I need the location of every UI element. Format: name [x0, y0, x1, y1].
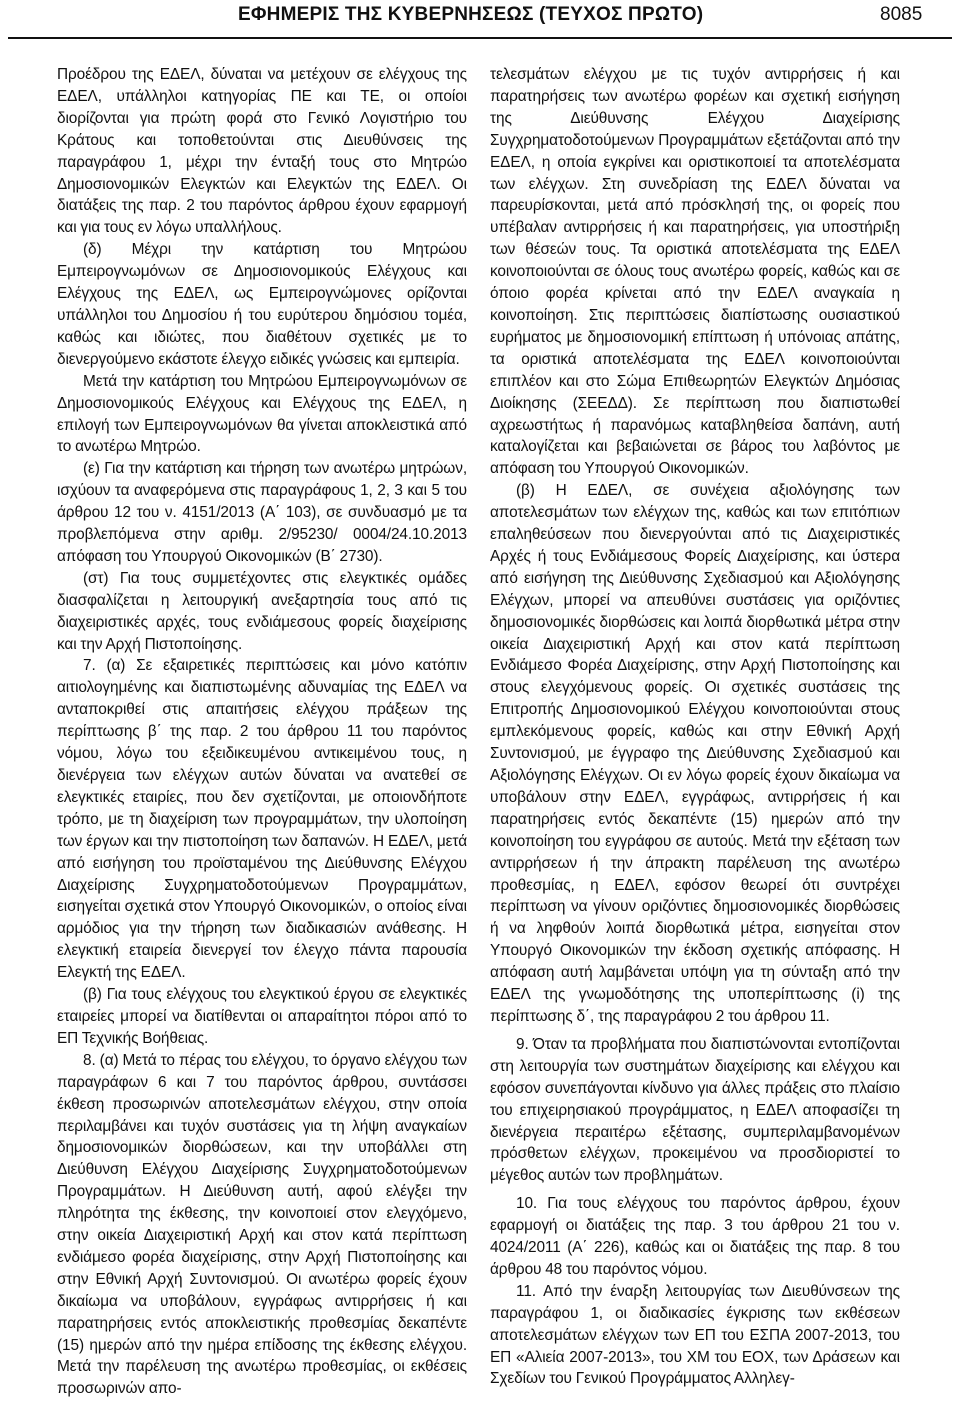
paragraph: 7. (α) Σε εξαιρετικές περιπτώσεις και μόνο κατόπιν αιτιολογημένης και διαπιστωμένης αδυναμίας της ΕΔΕΛ να ανταποκριθεί στις απαιτήσεις ελέγχου πράξεων της περίπτωσης β΄ της παρ. 2 του άρθρου 11 του παρόντος νόμου, λόγω του εξειδικευμένου αντικειμένου τους, η διενέργεια των ελέγχων αυτών δύναται να ανατεθεί σε ελεγκτικές εταιρίες, που δεν σχετίζονται, με οποιονδήποτε τρόπο, με τη διαχείριση των προγραμμάτων, την υλοποίηση των έργων και την πιστοποίηση των δαπανών. Η ΕΔΕΛ, μετά από εισήγηση του προϊσταμένου της Διεύθυνσης Ελέγχου Διαχείρισης Συγχρηματοδοτούμενων Προγραμμάτων, εισηγείται σχετικά στον Υπουργό Οικονομικών, ο οποίος είναι αρμόδιος για την τήρηση των διαδικασιών ανάθεσης. Η ελεγκτική εταιρεία διενεργεί τον έλεγχο πάντα παρουσία Ελεγκτή της ΕΔΕΛ. [57, 657, 467, 982]
paragraph: τελεσμάτων ελέγχου με τις τυχόν αντιρρήσεις ή και παρατηρήσεις των ανωτέρω φορέων και σχετική εισήγηση της Διεύθυνσης Ελέγχου Διαχείρισης Συγχρηματοδοτούμενων Προγραμμάτων εξετάζονται από την ΕΔΕΛ, η οποία εγκρίνει και οριστικοποιεί τα αποτελέσματα των ελέγχων. Στη συνεδρίαση της ΕΔΕΛ δύναται να παρευρίσκονται, μετά από πρόσκλησή της, οι φορείς που υπέβαλαν αντιρρήσεις ή και παρατηρήσεις, για υποστήριξη των θέσεών τους. Τα οριστικά αποτελέσματα της ΕΔΕΛ κοινοποιούνται σε όλους τους ανωτέρω φορείς, καθώς και σε όποιο φορέα κρίνεται από την ΕΔΕΛ αναγκαία η κοινοποίηση. Στις περιπτώσεις διαπίστωσης ουσιαστικού ευρήματος με δημοσιονομική επίπτωση ή υπόνοιας απάτης, τα οριστικά αποτελέσματα της ΕΔΕΛ κοινοποιούνται επιπλέον και στο Σώμα Επιθεωρητών Ελεγκτών Δημόσιας Διοίκησης (ΣΕΕΔΔ). Σε περίπτωση που διαπιστωθεί αχρεωστήτως ή παρανόμως καταβληθείσα δαπάνη, αυτή καταλογίζεται και βεβαιώνεται σε βάρος του λαβόντος με απόφαση του Υπουργού Οικονομικών. [490, 66, 900, 478]
paragraph: 10. Για τους ελέγχους του παρόντος άρθρου, έχουν εφαρμογή οι διατάξεις της παρ. 3 του άρθρου 21 του ν. 4024/2011 (Α΄ 226), καθώς και οι διατάξεις της παρ. 8 του άρθρου 48 του παρόντος νόμου. [490, 1195, 900, 1278]
page-number: 8085 [880, 4, 923, 25]
page-header [0, 0, 960, 34]
paragraph: (ε) Για την κατάρτιση και τήρηση των ανωτέρω μητρώων, ισχύουν τα αναφερόμενα στις παραγράφους 1, 2, 3 και 5 του άρθρου 12 του ν. 4151/2013 (Α΄ 103), σε συνδυασμό με τα προβλεπόμενα στην αριθμ. 2/95230/ 0004/24.10.2013 απόφαση του Υπουργού Οικονομικών (Β΄ 2730). [57, 460, 467, 565]
paragraph: Μετά την κατάρτιση του Μητρώου Εμπειρογνωμόνων σε Δημοσιονομικούς Ελέγχους και Ελέγχους της ΕΔΕΛ, η επιλογή των Εμπειρογνωμόνων θα γίνεται αποκλειστικά από το ανωτέρω Μητρώο. [57, 372, 467, 456]
paragraph: 9. Όταν τα προβλήματα που διαπιστώνονται εντοπίζονται στη λειτουργία των συστημάτων διαχείρισης και ελέγχου και εφόσον συνεπάγονται κίνδυνο για άλλες πράξεις στο πλαίσιο του επιχειρησιακού προγράμματος, η ΕΔΕΛ αποφασίζει τη διενέργεια περαιτέρω εξέτασης, συμπεριλαμβανομένων πρόσθετων ελέγχων, προκειμένου να προσδιοριστεί το μέγεθος αυτών των προβλημάτων. [490, 1035, 900, 1185]
paragraph: (β) Για τους ελέγχους του ελεγκτικού έργου σε ελεγκτικές εταιρείες μπορεί να διατίθενται οι απαραίτητοι πόροι από το ΕΠ Τεχνικής Βοήθειας. [57, 986, 467, 1047]
paragraph: (β) Η ΕΔΕΛ, σε συνέχεια αξιολόγησης των αποτελεσμάτων των ελέγχων της, καθώς και των επιτόπιων επαληθεύσεων που διενεργούνται από τις Διαχειριστικές Αρχές ή τους Ενδιάμεσους Φορείς Διαχείρισης, και ύστερα από εισήγηση της Διεύθυνσης Σχεδιασμού και Αξιολόγησης Ελέγχων, μπορεί να απευθύνει συστάσεις για οριζόντιες δημοσιονομικές διορθώσεις και λοιπά διορθωτικά μέτρα στην οικεία Διαχειριστική Αρχή και στον κατά περίπτωση Ενδιάμεσο Φορέα Διαχείρισης, στην Αρχή Πιστοποίησης και στους ελεγχόμενους φορείς. Οι σχετικές συστάσεις της Επιτροπής Δημοσιονομικού Ελέγχου κοινοποιούνται στους εμπλεκόμενους φορείς, καθώς και στην Εθνική Αρχή Συντονισμού, με έγγραφο της Διεύθυνσης Σχεδιασμού και Αξιολόγησης Ελέγχων. Οι εν λόγω φορείς έχουν δικαίωμα να υποβάλουν στην ΕΔΕΛ, εγγράφως, αντιρρήσεις ή και παρατηρήσεις εντός δεκαπέντε (15) ημερών από την κοινοποίηση του εγγράφου σε αυτούς. Μετά την εξέταση των αντιρρήσεων ή την άπρακτη παρέλευση της ανωτέρω προθεσμίας, η ΕΔΕΛ, εφόσον θεωρεί ότι συντρέχει περίπτωση να γίνουν οριζόντιες δημοσιονομικές διορθώσεις ή να ληφθούν λοιπά διορθωτικά μέτρα, εισηγείται στον Υπουργό Οικονομικών την έκδοση σχετικής απόφασης. Η απόφαση αυτή λαμβάνεται υπόψη για τη σύνταξη από την ΕΔΕΛ της γνωμοδότησης της υποπερίπτωσης (i) της περίπτωσης δ΄, της παραγράφου 2 του άρθρου 11. [490, 482, 900, 1025]
paragraph: 11. Από την έναρξη λειτουργίας των Διευθύνσεων της παραγράφου 1, οι διαδικασίες έγκρισης των εκθέσεων αποτελεσμάτων ελέγχων των ΕΠ του ΕΣΠΑ 2007-2013, του ΕΠ «Αλιεία 2007-2013», του ΧΜ του ΕΟΧ, των Δράσεων και Σχεδίων του Γενικού Προγράμματος Αλληλεγ- [490, 1282, 900, 1388]
gazette-title: ΕΦΗΜΕΡΙΣ ΤΗΣ ΚΥΒΕΡΝΗΣΕΩΣ (ΤΕΥΧΟΣ ΠΡΩΤΟ) [238, 4, 704, 25]
paragraph: Προέδρου της ΕΔΕΛ, δύναται να μετέχουν σε ελέγχους της ΕΔΕΛ, υπάλληλοι κατηγορίας ΠΕ και ΤΕ, οι οποίοι διορίζονται για πρώτη φορά στο Γενικό Λογιστήριο του Κράτους και τοποθετούνται στις Διευθύνσεις της παραγράφου 1, μέχρι την ένταξή τους στο Μητρώο Δημοσιονομικών Ελεγκτών και Ελεγκτών της ΕΔΕΛ. Οι διατάξεις της παρ. 2 του παρόντος άρθρου έχουν εφαρμογή και για τους εν λόγω υπαλλήλους. [57, 66, 467, 237]
paragraph: 8. (α) Μετά το πέρας του ελέγχου, το όργανο ελέγχου των παραγράφων 6 και 7 του παρόντος άρθρου, συντάσσει έκθεση προσωρινών αποτελεσμάτων ελέγχου, στην οποία περιλαμβάνει και τυχόν συστάσεις για τη λήψη αναγκαίων δημοσιονομικών διορθώσεων, και την υποβάλλει στη Διεύθυνση Ελέγχου Διαχείρισης Συγχρηματοδοτούμενων Προγραμμάτων. Η Διεύθυνση αυτή, αφού ελέγξει την πληρότητα της έκθεσης, την κοινοποιεί στον ελεγχόμενο, στην οικεία Διαχειριστική Αρχή και στον κατά περίπτωση ενδιάμεσο φορέα διαχείρισης, στην Αρχή Πιστοποίησης και στην Εθνική Αρχή Συντονισμού. Οι ανωτέρω φορείς έχουν δικαίωμα να υποβάλουν, εγγράφως αντιρρήσεις ή και παρατηρήσεις εντός αποκλειστικής προθεσμίας δεκαπέντε (15) ημερών από την ημέρα επίδοσης της έκθεσης ελέγχου. Μετά την παρέλευση της ανωτέρω προθεσμίας, οι εκθέσεις προσωρινών απο- [57, 1051, 467, 1398]
paragraph: (δ) Μέχρι την κατάρτιση του Μητρώου Εμπειρογνωμόνων σε Δημοσιονομικούς Ελέγχους και Ελέγχους της ΕΔΕΛ, ως Εμπειρογνώμονες ορίζονται υπάλληλοι του Δημοσίου ή του ευρύτερου δημόσιου τομέα, καθώς και ιδιώτες, που διαθέτουν σχετικές με το διενεργούμενο εκάστοτε έλεγχο ειδικές γνώσεις και εμπειρία. [57, 241, 467, 368]
left-column [57, 64, 467, 1400]
paragraph: (στ) Για τους συμμετέχοντες στις ελεγκτικές ομάδες διασφαλίζεται η λειτουργική ανεξαρτησία τους από τις διαχειριστικές αρχές, τους ενδιάμεσους φορείς διαχείρισης και την Αρχή Πιστοποίησης. [57, 569, 467, 653]
header-rule [8, 37, 952, 39]
right-column [490, 64, 900, 1390]
